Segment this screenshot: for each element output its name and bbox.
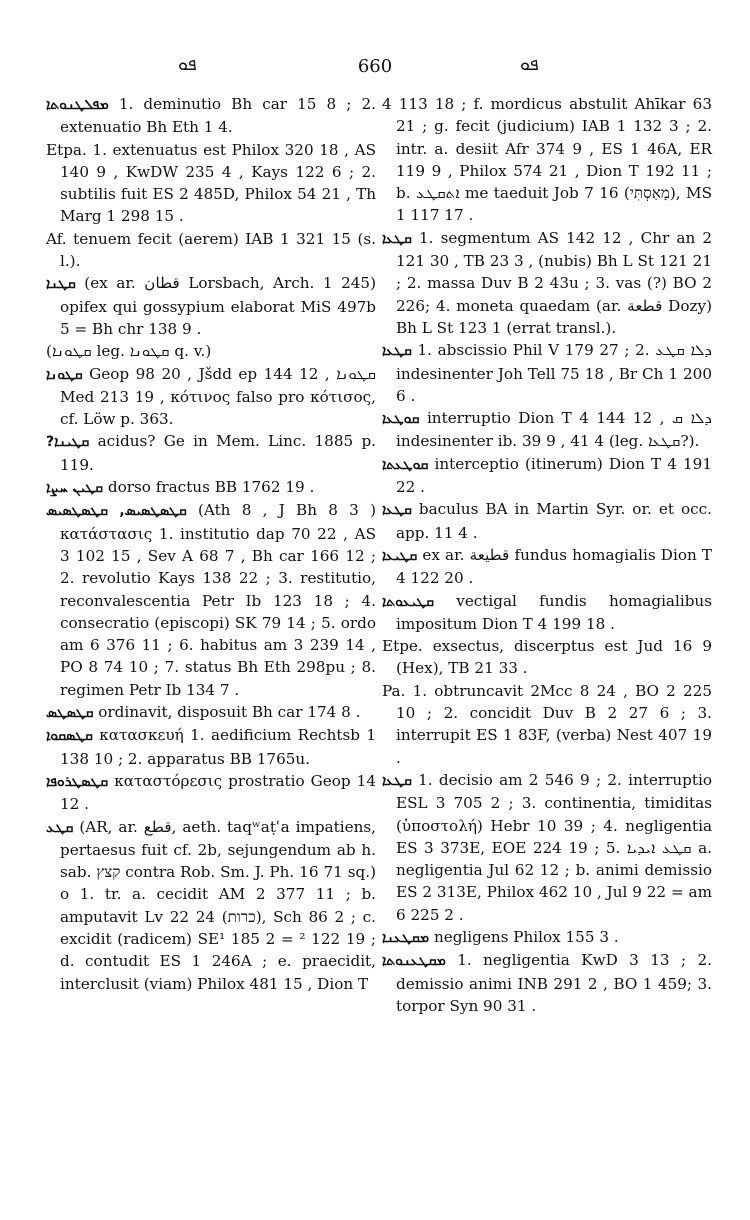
entry-definition: (ex ar. قطان Lorsbach, Arch. 1 245) opifex qui gossypium elaborat MiS 497b 5 = Bh chr 138 9 .: [60, 274, 377, 338]
dictionary-entry: [382, 926, 712, 949]
dictionary-entry: [46, 228, 376, 273]
entry-headword: ܩܛܥܐ: [382, 772, 412, 789]
entry-definition: ordinavit, disposuit Bh car 174 8 .: [98, 703, 361, 722]
dictionary-entry: [382, 93, 712, 227]
entry-headword: ܩܘܛܥܬܐ: [382, 456, 429, 473]
entry-definition: baculus BA in Martin Syr. or. et occ. app. 11 4 .: [396, 500, 712, 542]
dictionary-entry: [382, 680, 712, 769]
entry-definition: καταστόρεσις prostratio Geop 14 12 .: [60, 771, 377, 814]
dictionary-entry: [382, 769, 713, 926]
dictionary-entry: [46, 499, 377, 701]
dictionary-entry: [382, 635, 712, 680]
entry-definition: 1. negligentia KwD 3 13 ; 2. demissio animi INB 291 2 , BO 1 459; 3. torpor Syn 90 31 .: [396, 951, 712, 1015]
entry-headword: ܩܛܥܐ: [382, 230, 412, 247]
dictionary-entry: [382, 339, 713, 407]
entry-definition: (AR, ar. قطع, aeth. taqʷaṭʿa impatiens, pertaesus fuit cf. 2b, sejungendum ab h. sab. קצץ contra Rob. Sm. J. Ph. 16 71 sq.) o 1. tr. a. cecidit AM 2 377 11 ; b. amputavit Lv 22 24 (כרות), Sch 86 2 ; c. excidit (radicem) SE¹ 185 2 = ² 122 19 ; d. contudit ES 1 246A ; e. praecidit, interclusit (viam) Philox 481 15 , Dion T: [60, 817, 376, 993]
entry-definition: κατασκευή 1. aedificium Rechtsb 1 138 10 ; 2. apparatus BB 1765u.: [60, 726, 377, 768]
entry-definition: Pa. 1. obtruncavit 2Mcc 8 24 , BO 2 225 10 ; 2. concidit Duv B 2 27 6 ; 3. interrupit ES 1 83F, (verba) Nest 407 19 .: [382, 681, 712, 767]
entry-definition: 1. abscissio Phil V 179 27 ; 2. ܕܠܐ ܩܛܥ indesinenter Joh Tell 75 18 , Br Ch 1 200 6 .: [396, 341, 713, 405]
dictionary-entry: [382, 407, 713, 453]
entry-definition: 1. decisio am 2 546 9 ; 2. interruptio ESL 3 705 2 ; 3. continentia, timiditas (ὑποστολή) Hebr 10 39 ; 4. negligentia ES 3 373E, EOE 224 19 ; 5. ܩܛܥ ܐܝܕܝܐ a. negligentia Jul 62 12 ; b. animi demissio ES 2 313E, Philox 462 10 , Jul 9 22 = am 6 225 2 .: [396, 770, 713, 924]
dictionary-entry: [46, 93, 377, 139]
dictionary-entry: [382, 498, 712, 544]
header-left-mark: ܦܘ: [178, 54, 197, 75]
dictionary-entry: [46, 139, 376, 228]
entry-headword: ܩܛܝܢ ܚܨܐ: [46, 480, 104, 497]
entry-headword: ܩܘܛܥܐ: [382, 411, 420, 428]
entry-definition: (Ath 8 , J Bh 8 3 ) κατάστασις 1. institutio dap 70 22 , AS 3 102 15 , Sev A 68 7 , Bh car 166 12 ; 2. revolutio Kays 138 22 ; 3. restitutio, reconvalescentia Petr Ib 123 18 ; 4. consecratio (episcopi) SK 79 14 ; 5. ordo am 6 376 11 ; 6. habitus am 3 239 14 , PO 8 74 10 ; 7. status Bh Eth 298pu ; 8. regimen Petr Ib 134 7 .: [60, 501, 377, 699]
entry-headword: ܩܛܥܐ: [382, 343, 412, 360]
entry-headword: ܩܛܘܢܐ: [46, 366, 83, 383]
entry-headword: ܩܛܝܥܐ: [382, 547, 418, 564]
dictionary-entry: [46, 816, 376, 995]
entry-definition: acidus? Ge in Mem. Linc. 1885 p. 119.: [60, 432, 377, 474]
entry-definition: negligens Philox 155 3 .: [433, 927, 619, 946]
dictionary-entry: [382, 453, 712, 499]
dictionary-entry: [46, 430, 377, 476]
dictionary-entry: [382, 949, 712, 1017]
entry-definition: 4 113 18 ; f. mordicus abstulit Ahīkar 63 21 ; g. fecit (judicium) IAB 1 132 3 ; 2. intr. a. desiit Afr 374 9 , ES 1 46A, ER 119 9 , Philox 574 21 , Dion T 192 11 ; b. ܐܬܩܛܥ me taeduit Job 7 16 (מָאַסְתִּי), MS 1 117 17 .: [382, 95, 712, 225]
dictionary-entry: [46, 701, 376, 724]
entry-definition: 1. deminutio Bh car 15 8 ; 2. extenuatio Bh Eth 1 4.: [60, 95, 377, 137]
entry-headword: ܩܛܣܛܣ: [46, 705, 94, 722]
dictionary-entry: [46, 476, 376, 499]
dictionary-entry: [46, 340, 376, 362]
right-column: [382, 93, 712, 1017]
entry-headword: ܩܛܣܛܣܝܣ, ܩܛܣܛܣܝܣ: [46, 503, 187, 520]
entry-definition: Etpe. exsectus, discerptus est Jud 16 9 (Hex), TB 21 33 .: [382, 637, 712, 678]
entry-definition: Etpa. 1. extenuatus est Philox 320 18 , AS 140 9 , KwDW 235 4 , Kays 122 6 ; 2. subtilis fuit ES 2 485D, Philox 54 21 , Th Marg 1 298 15 .: [46, 140, 376, 226]
dictionary-entry: [46, 770, 377, 816]
entry-headword: ܩܛܣܩܘܐ: [46, 728, 93, 745]
entry-headword: ܩܛܢܐ: [46, 276, 76, 293]
left-column: [46, 93, 376, 995]
entry-headword: ܩܛܝܥܘܬܐ: [382, 593, 434, 610]
dictionary-entry: [46, 272, 377, 340]
entry-definition: (ܩܛܘܢܐ leg. ܩܛܘܢܐ q. v.): [46, 342, 212, 361]
header-right-mark: ܦܘ: [520, 54, 539, 75]
entry-headword: ܩܛܣܛܪܘܦܐ: [46, 773, 109, 790]
dictionary-entry: [382, 544, 712, 590]
page-header: [0, 54, 750, 84]
page-number: 660: [357, 56, 393, 77]
entry-definition: ex ar. قطيعة fundus homagialis Dion T 4 122 20 .: [396, 545, 712, 588]
entry-definition: vectigal fundis homagialibus impositum Dion T 4 199 18 .: [396, 591, 712, 633]
dictionary-entry: [382, 590, 712, 636]
entry-definition: interruptio Dion T 4 144 12 , ܕܠܐ ܩ indesinenter ib. 39 9 , 41 4 (leg. ܩܛܥܐ?).: [396, 409, 713, 451]
entry-definition: interceptio (itinerum) Dion T 4 191 22 .: [396, 454, 712, 497]
entry-definition: 1. segmentum AS 142 12 , Chr an 2 121 30 , TB 23 3 , (nubis) Bh L St 121 21 ; 2. massa Duv B 2 43u ; 3. vas (?) BO 2 226; 4. moneta quaedam (ar. قطعة Dozy) Bh L St 123 1 (errat transl.).: [396, 228, 713, 337]
dictionary-entry: [46, 363, 377, 431]
entry-definition: Geop 98 20 , Jšdd ep 144 12 , ܩܛܘܢܐ Med 213 19 , κότινος falso pro κότισος, cf. Löw p. 363.: [60, 364, 377, 429]
entry-headword: ܩܛܝܢܐ?: [46, 434, 90, 451]
entry-headword: ܡܩܛܥܢܐ: [382, 929, 430, 946]
entry-headword: ܩܛܥܐ: [382, 502, 412, 519]
dictionary-entry: [382, 227, 713, 339]
entry-headword: ܡܦܠܛܢܘܬܐ: [46, 97, 109, 113]
entry-headword: ܩܛܥ: [46, 819, 74, 836]
dictionary-entry: [46, 724, 377, 770]
entry-definition: dorso fractus BB 1762 19 .: [107, 478, 315, 497]
entry-headword: ܡܩܛܥܢܘܬܐ: [382, 953, 446, 970]
entry-definition: Af. tenuem fecit (aerem) IAB 1 321 15 (s. l.).: [46, 229, 376, 271]
